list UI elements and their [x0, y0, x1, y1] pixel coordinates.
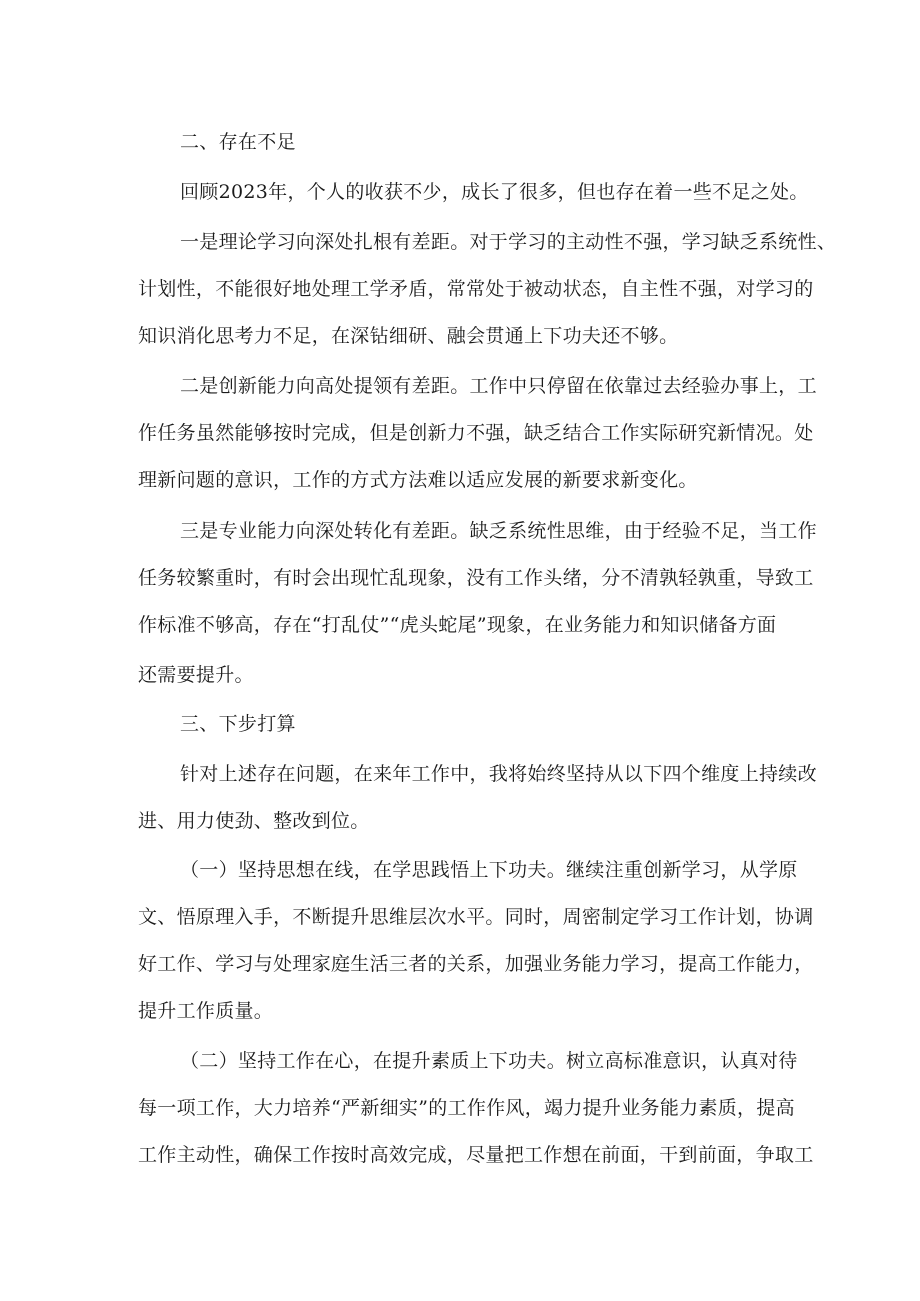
paragraph-work-line-3: 工作主动性，确保工作按时高效完成，尽量把工作想在前面，干到前面，争取工	[138, 1144, 814, 1166]
paragraph-theory-line-2: 计划性，不能很好地处理工学矛盾，常常处于被动状态，自主性不强，对学习的	[138, 278, 814, 300]
paragraph-thought-line-2: 文、悟原理入手，不断提升思维层次水平。同时，周密制定学习工作计划，协调	[138, 906, 814, 928]
paragraph-thought-line-1: （一）坚持思想在线，在学思践悟上下功夫。继续注重创新学习，从学原	[180, 859, 798, 881]
paragraph-innovation-line-3: 理新问题的意识，工作的方式方法难以适应发展的新要求新变化。	[138, 469, 698, 491]
paragraph-work-line-1: （二）坚持工作在心，在提升素质上下功夫。树立高标准意识，认真对待	[180, 1050, 798, 1072]
paragraph-review-line: 回顾2023年，个人的收获不少，成长了很多，但也存在着一些不足之处。	[180, 181, 809, 203]
paragraph-plan-intro-line-2: 进、用力使劲、整改到位。	[138, 810, 370, 832]
paragraph-work-line-2: 每一项工作，大力培养“严新细实”的工作作风，竭力提升业务能力素质，提高	[138, 1097, 795, 1119]
paragraph-thought-line-4: 提升工作质量。	[138, 1000, 274, 1022]
paragraph-thought-line-3: 好工作、学习与处理家庭生活三者的关系，加强业务能力学习，提高工作能力，	[138, 953, 814, 975]
paragraph-innovation-line-1: 二是创新能力向高处提领有差距。工作中只停留在依靠过去经验办事上，工	[180, 375, 817, 397]
paragraph-professional-line-4: 还需要提升。	[138, 664, 254, 686]
paragraph-professional-line-1: 三是专业能力向深处转化有差距。缺乏系统性思维，由于经验不足，当工作	[180, 520, 817, 542]
section-heading-shortcomings: 二、存在不足	[180, 131, 296, 153]
paragraph-innovation-line-2: 作任务虽然能够按时完成，但是创新力不强，缺乏结合工作实际研究新情况。处	[138, 422, 814, 444]
paragraph-theory-line-3: 知识消化思考力不足，在深钻细研、融会贯通上下功夫还不够。	[138, 325, 679, 347]
paragraph-professional-line-3: 作标准不够高，存在“打乱仗”“虎头蛇尾”现象，在业务能力和知识储备方面	[138, 614, 777, 636]
section-heading-next-steps: 三、下步打算	[180, 713, 296, 735]
paragraph-plan-intro-line-1: 针对上述存在问题，在来年工作中，我将始终坚持从以下四个维度上持续改	[180, 763, 817, 785]
paragraph-theory-line-1: 一是理论学习向深处扎根有差距。对于学习的主动性不强，学习缺乏系统性、	[180, 231, 837, 253]
paragraph-professional-line-2: 任务较繁重时，有时会出现忙乱现象，没有工作头绪，分不清孰轻孰重，导致工	[138, 567, 814, 589]
